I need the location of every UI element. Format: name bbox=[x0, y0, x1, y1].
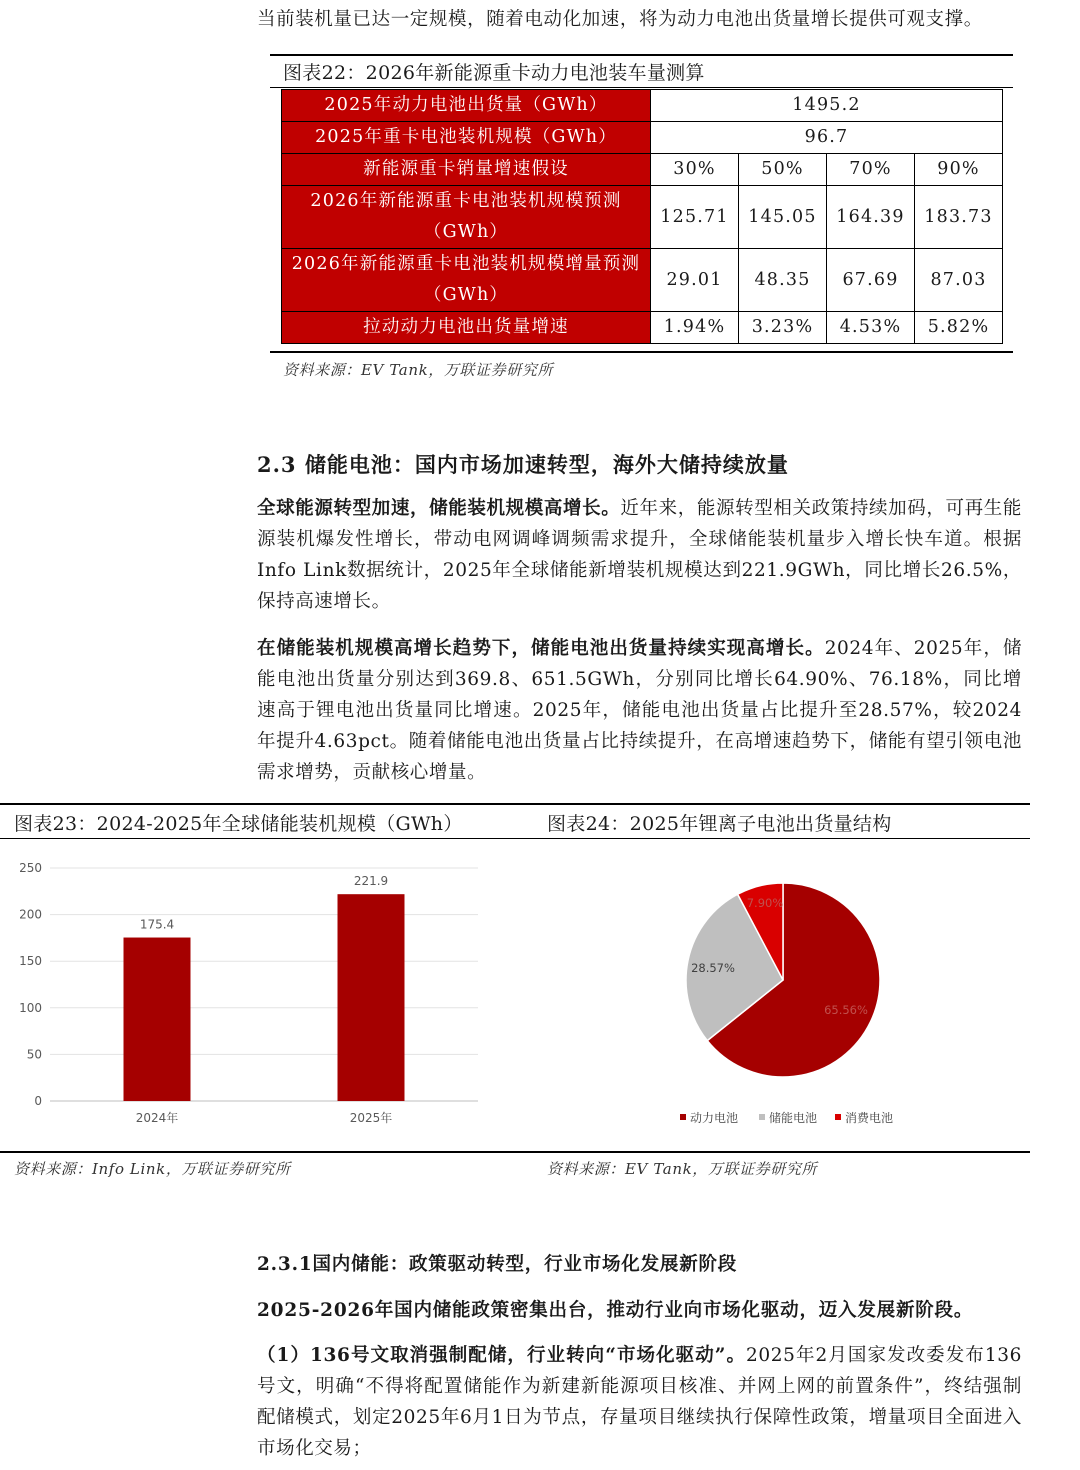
bar bbox=[124, 938, 191, 1101]
table-cell: 3.23% bbox=[739, 312, 827, 344]
table-cell: 5.82% bbox=[915, 312, 1003, 344]
table-cell: 1.94% bbox=[651, 312, 739, 344]
chart24-pie-chart bbox=[530, 845, 1030, 1145]
paragraph-global-storage bbox=[257, 493, 1022, 617]
table-cell: 96.7 bbox=[651, 122, 1003, 154]
table-cell: 48.35 bbox=[739, 249, 827, 312]
data-label: 221.9 bbox=[353, 874, 389, 889]
table-cell: 67.69 bbox=[827, 249, 915, 312]
charts-top-rule bbox=[0, 803, 1030, 805]
table-cell: 87.03 bbox=[915, 249, 1003, 312]
paragraph-body: 2025年2月国家发改委发布136号文，明确“不得将配置储能作为新建新能源项目核准、并网上网的前置条件”，终结强制配储模式，划定2025年6月1日为节点，存量项目继续执行保障性政策，增量项目全面进入市场化交易； bbox=[257, 1345, 1022, 1459]
chart23-bar-chart bbox=[0, 845, 500, 1145]
section-heading: 2.3 储能电池：国内市场加速转型，海外大储持续放量 bbox=[257, 452, 789, 477]
chart23-source: 资料来源：Info Link，万联证券研究所 bbox=[14, 1160, 291, 1178]
table22-bottom-rule bbox=[270, 351, 1013, 353]
data-label: 65.56% bbox=[824, 1003, 868, 1017]
y-tick-label: 0 bbox=[34, 1094, 42, 1108]
paragraph-storage-battery bbox=[257, 633, 1022, 788]
legend-label: 消费电池 bbox=[845, 1111, 894, 1125]
table-row-label: 2025年动力电池出货量（GWh） bbox=[282, 90, 651, 122]
table-row bbox=[282, 90, 1003, 122]
paragraph-lead: 在储能装机规模高增长趋势下，储能电池出货量持续实现高增长。 bbox=[257, 638, 825, 659]
table22-source: 资料来源：EV Tank，万联证券研究所 bbox=[283, 361, 554, 379]
table-cell: 4.53% bbox=[827, 312, 915, 344]
table-row-label: 2026年新能源重卡电池装机规模增量预测（GWh） bbox=[282, 249, 651, 312]
table-cell: 1495.2 bbox=[651, 90, 1003, 122]
table22-top-rule bbox=[270, 54, 1013, 56]
table-row bbox=[282, 186, 1003, 249]
legend-swatch bbox=[680, 1114, 686, 1120]
x-tick-label: 2025年 bbox=[349, 1111, 393, 1125]
paragraph-lead: 全球能源转型加速，储能装机规模高增长。 bbox=[257, 498, 621, 519]
table22-caption: 图表22：2026年新能源重卡动力电池装车量测算 bbox=[283, 62, 705, 84]
chart24-source: 资料来源：EV Tank，万联证券研究所 bbox=[547, 1160, 818, 1178]
y-tick-label: 100 bbox=[19, 1000, 42, 1015]
table-row-label: 拉动动力电池出货量增速 bbox=[282, 312, 651, 344]
data-label: 175.4 bbox=[139, 917, 175, 932]
bar bbox=[338, 894, 405, 1101]
paragraph-body: 2024年、2025年，储能电池出货量分别达到369.8、651.5GWh，分别同比增长64.90%、76.18%，同比增速高于锂电池出货量同比增速。2025年，储能电池出货量占比提升至28.57%，较2024年提升4.63pct。随着储能电池出货量占比持续提升，在高增速趋势下，储能有望引领电池需求增势，贡献核心增量。 bbox=[257, 638, 1023, 783]
table22 bbox=[281, 89, 1003, 344]
table-cell: 30% bbox=[651, 154, 739, 186]
table-row-label: 新能源重卡销量增速假设 bbox=[282, 154, 651, 186]
charts-caption-rule bbox=[0, 838, 1030, 839]
table-row bbox=[282, 312, 1003, 344]
table-cell: 183.73 bbox=[915, 186, 1003, 249]
data-label: 7.90% bbox=[746, 896, 784, 910]
legend-swatch bbox=[759, 1114, 765, 1120]
subsection-heading: 2.3.1国内储能：政策驱动转型，行业市场化发展新阶段 bbox=[257, 1254, 738, 1275]
chart23-caption: 图表23：2024-2025年全球储能装机规模（GWh） bbox=[14, 813, 463, 835]
legend-label: 动力电池 bbox=[690, 1111, 739, 1125]
table-row bbox=[282, 154, 1003, 186]
y-tick-label: 150 bbox=[19, 954, 42, 969]
table-cell: 125.71 bbox=[651, 186, 739, 249]
table-cell: 70% bbox=[827, 154, 915, 186]
charts-bottom-rule bbox=[0, 1151, 1030, 1153]
table-row bbox=[282, 249, 1003, 312]
table-cell: 145.05 bbox=[739, 186, 827, 249]
subsection-lead: 2025-2026年国内储能政策密集出台，推动行业向市场化驱动，迈入发展新阶段。 bbox=[257, 1300, 974, 1321]
legend-swatch bbox=[835, 1114, 841, 1120]
data-label: 28.57% bbox=[691, 961, 735, 975]
paragraph-policy-136 bbox=[257, 1340, 1022, 1464]
table-cell: 50% bbox=[739, 154, 827, 186]
table-row-label: 2025年重卡电池装机规模（GWh） bbox=[282, 122, 651, 154]
intro-paragraph: 当前装机量已达一定规模，随着电动化加速，将为动力电池出货量增长提供可观支撑。 bbox=[257, 9, 983, 30]
table-cell: 29.01 bbox=[651, 249, 739, 312]
paragraph-body: 近年来，能源转型相关政策持续加码，可再生能源装机爆发性增长，带动电网调峰调频需求提升，全球储能装机量步入增长快车道。根据Info Link数据统计，2025年全球储能新增装机规模达到221.9GWh，同比增长26.5%，保持高速增长。 bbox=[257, 498, 1022, 612]
y-tick-label: 50 bbox=[26, 1047, 42, 1062]
chart24-caption: 图表24：2025年锂离子电池出货量结构 bbox=[547, 813, 892, 835]
y-tick-label: 250 bbox=[19, 861, 42, 875]
paragraph-lead: （1）136号文取消强制配储，行业转向“市场化驱动”。 bbox=[257, 1345, 747, 1366]
table-row-label: 2026年新能源重卡电池装机规模预测（GWh） bbox=[282, 186, 651, 249]
table-cell: 164.39 bbox=[827, 186, 915, 249]
x-tick-label: 2024年 bbox=[135, 1111, 179, 1125]
y-tick-label: 200 bbox=[19, 907, 42, 922]
legend-label: 储能电池 bbox=[769, 1111, 818, 1125]
table-row bbox=[282, 122, 1003, 154]
table-cell: 90% bbox=[915, 154, 1003, 186]
table22-caption-rule bbox=[270, 87, 1013, 88]
